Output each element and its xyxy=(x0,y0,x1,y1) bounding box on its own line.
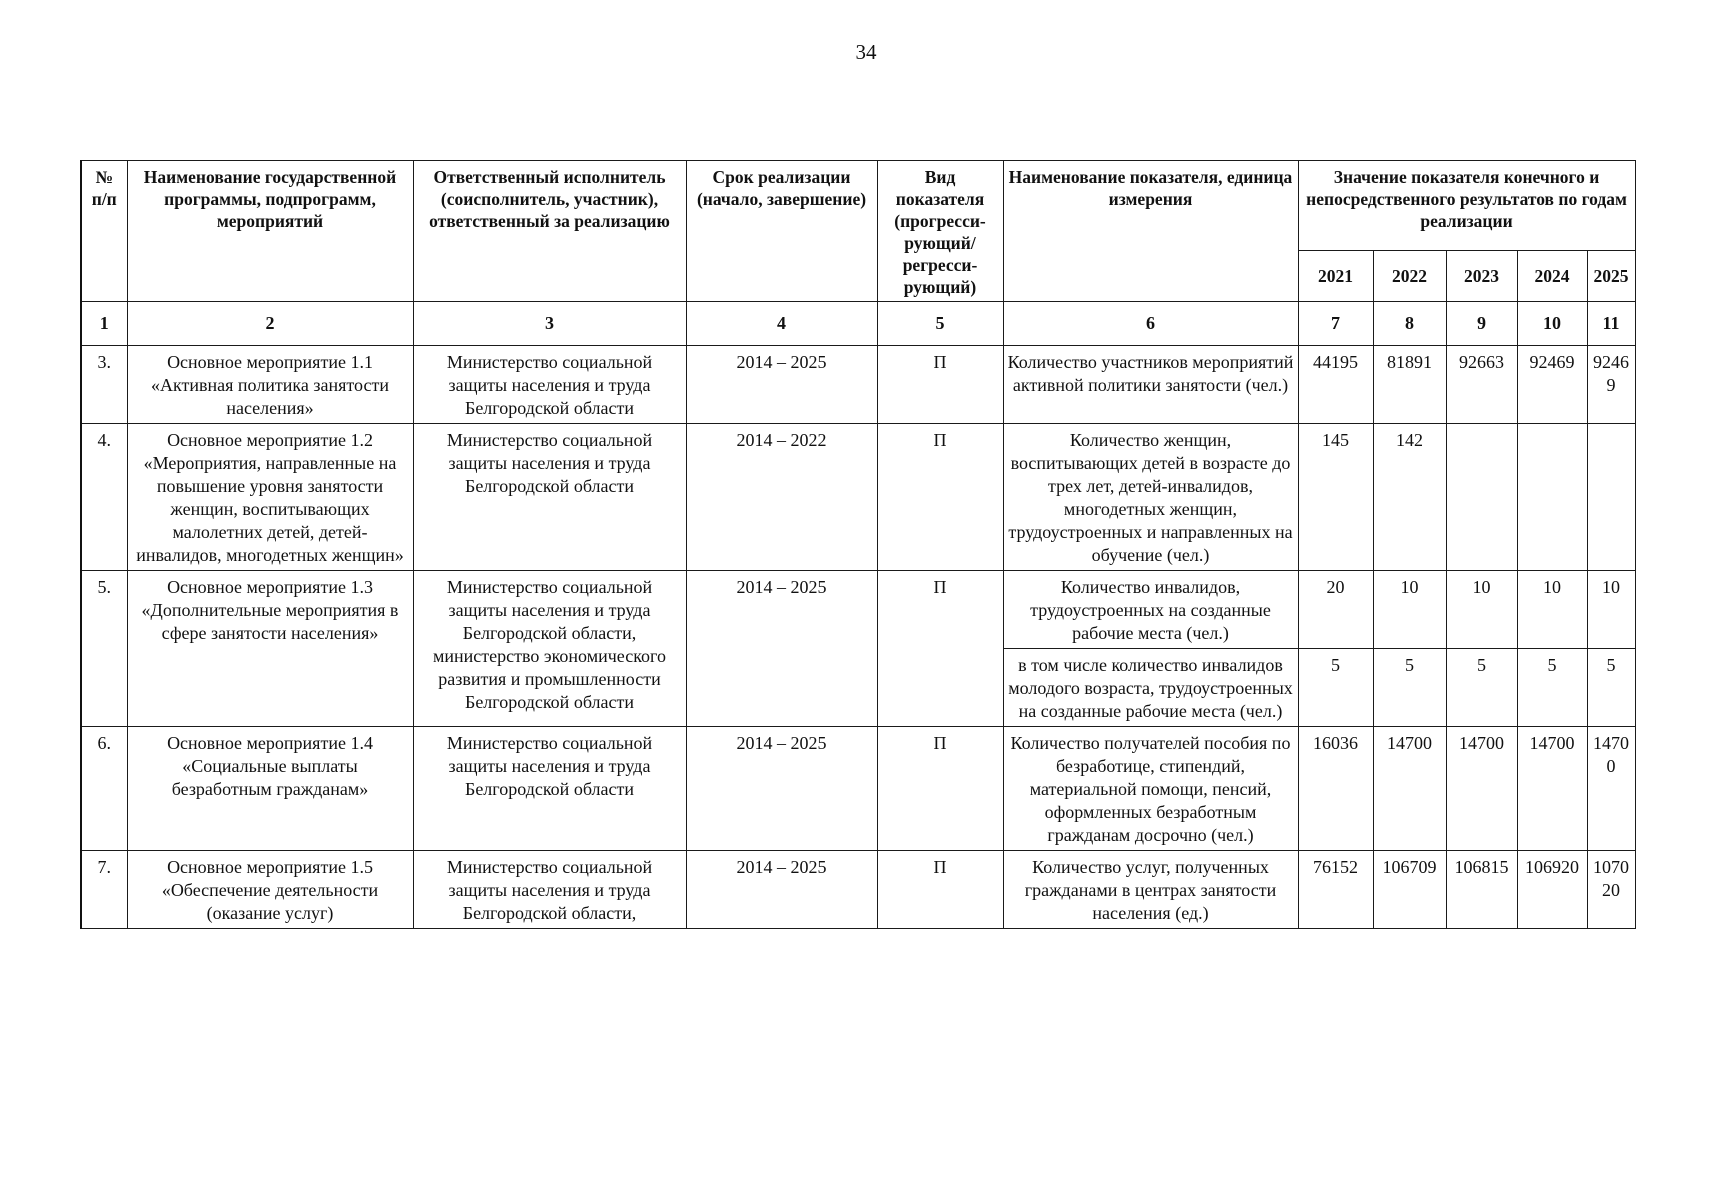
row-period: 2014 – 2025 xyxy=(686,727,877,851)
header-type: Вид показателя (прогресси-рующий/ регресси-рующий) xyxy=(877,161,1003,302)
header-year: 2021 xyxy=(1298,250,1373,301)
row-sub-indicator: в том числе количество инвалидов молодого возраста, трудоустроенных на созданные рабочие места (чел.) xyxy=(1003,649,1298,727)
row-executor: Министерство социальной защиты населения и труда Белгородской области xyxy=(413,727,686,851)
row-value xyxy=(1587,424,1635,571)
row-value: 76152 xyxy=(1298,851,1373,929)
page-number: 34 xyxy=(855,40,877,64)
row-executor: Министерство социальной защиты населения и труда Белгородской области, xyxy=(413,851,686,929)
row-sub-value: 5 xyxy=(1517,649,1587,727)
row-number: 6. xyxy=(81,727,127,851)
header-year: 2025 xyxy=(1587,250,1635,301)
row-name: Основное мероприятие 1.3 «Дополнительные мероприятия в сфере занятости населения» xyxy=(127,571,413,727)
row-number: 7. xyxy=(81,851,127,929)
row-value: 106815 xyxy=(1446,851,1517,929)
header-row xyxy=(81,161,1635,251)
row-executor: Министерство социальной защиты населения и труда Белгородской области xyxy=(413,346,686,424)
row-sub-value: 5 xyxy=(1446,649,1517,727)
row-indicator: Количество инвалидов, трудоустроенных на созданные рабочие места (чел.) xyxy=(1003,571,1298,649)
indicators-table xyxy=(80,160,1636,929)
row-value: 107020 xyxy=(1587,851,1635,929)
table-row xyxy=(81,571,1635,649)
row-value: 145 xyxy=(1298,424,1373,571)
row-value: 14700 xyxy=(1517,727,1587,851)
header-indicator: Наименование показателя, единица измерения xyxy=(1003,161,1298,302)
row-number: 4. xyxy=(81,424,127,571)
row-value: 14700 xyxy=(1446,727,1517,851)
row-type: П xyxy=(877,727,1003,851)
table-row xyxy=(81,346,1635,424)
header-executor: Ответственный исполнитель (соисполнитель, участник), ответственный за реализацию xyxy=(413,161,686,302)
row-value: 14700 xyxy=(1373,727,1446,851)
header-values: Значение показателя конечного и непосредственного результатов по годам реализации xyxy=(1298,161,1635,251)
column-number: 3 xyxy=(413,302,686,346)
row-value: 44195 xyxy=(1298,346,1373,424)
row-value: 106709 xyxy=(1373,851,1446,929)
row-type: П xyxy=(877,571,1003,727)
table-row xyxy=(81,851,1635,929)
row-indicator: Количество участников мероприятий активной политики занятости (чел.) xyxy=(1003,346,1298,424)
column-number: 8 xyxy=(1373,302,1446,346)
row-value: 10 xyxy=(1587,571,1635,649)
row-value: 14700 xyxy=(1587,727,1635,851)
header-year: 2023 xyxy=(1446,250,1517,301)
row-period: 2014 – 2025 xyxy=(686,571,877,727)
row-name: Основное мероприятие 1.1 «Активная политика занятости населения» xyxy=(127,346,413,424)
row-value: 106920 xyxy=(1517,851,1587,929)
row-value: 16036 xyxy=(1298,727,1373,851)
row-type: П xyxy=(877,851,1003,929)
row-value xyxy=(1517,424,1587,571)
column-number: 11 xyxy=(1587,302,1635,346)
row-number: 3. xyxy=(81,346,127,424)
row-type: П xyxy=(877,346,1003,424)
row-value: 92469 xyxy=(1517,346,1587,424)
row-indicator: Количество получателей пособия по безработице, стипендий, материальной помощи, пенсий, оформленных безработным гражданам досрочно (чел.) xyxy=(1003,727,1298,851)
row-sub-value: 5 xyxy=(1587,649,1635,727)
row-value xyxy=(1446,424,1517,571)
table-row xyxy=(81,424,1635,571)
row-value: 142 xyxy=(1373,424,1446,571)
column-number: 7 xyxy=(1298,302,1373,346)
row-name: Основное мероприятие 1.5 «Обеспечение деятельности (оказание услуг) xyxy=(127,851,413,929)
row-value: 10 xyxy=(1373,571,1446,649)
row-value: 10 xyxy=(1517,571,1587,649)
row-executor: Министерство социальной защиты населения и труда Белгородской области, министерство экономического развития и промышленности Белгородской области xyxy=(413,571,686,727)
row-value: 81891 xyxy=(1373,346,1446,424)
row-indicator: Количество женщин, воспитывающих детей в возрасте до трех лет, детей-инвалидов, многодетных женщин, трудоустроенных и направленных на обучение (чел.) xyxy=(1003,424,1298,571)
row-executor: Министерство социальной защиты населения и труда Белгородской области xyxy=(413,424,686,571)
header-name: Наименование государственной программы, подпрограмм, мероприятий xyxy=(127,161,413,302)
column-number: 1 xyxy=(81,302,127,346)
column-number: 10 xyxy=(1517,302,1587,346)
row-period: 2014 – 2025 xyxy=(686,346,877,424)
header-period: Срок реализации (начало, завершение) xyxy=(686,161,877,302)
header-year: 2022 xyxy=(1373,250,1446,301)
row-number: 5. xyxy=(81,571,127,727)
column-number: 4 xyxy=(686,302,877,346)
row-value: 92469 xyxy=(1587,346,1635,424)
column-number: 5 xyxy=(877,302,1003,346)
row-value: 10 xyxy=(1446,571,1517,649)
column-numbers-row xyxy=(81,302,1635,346)
header-num: № п/п xyxy=(81,161,127,302)
column-number: 2 xyxy=(127,302,413,346)
row-period: 2014 – 2025 xyxy=(686,851,877,929)
table-row xyxy=(81,727,1635,851)
row-sub-value: 5 xyxy=(1298,649,1373,727)
row-type: П xyxy=(877,424,1003,571)
row-sub-value: 5 xyxy=(1373,649,1446,727)
row-name: Основное мероприятие 1.2 «Мероприятия, направленные на повышение уровня занятости женщин, воспитывающих малолетних детей, детей-инвалидов, многодетных женщин» xyxy=(127,424,413,571)
row-period: 2014 – 2022 xyxy=(686,424,877,571)
row-value: 92663 xyxy=(1446,346,1517,424)
column-number: 6 xyxy=(1003,302,1298,346)
column-number: 9 xyxy=(1446,302,1517,346)
row-name: Основное мероприятие 1.4 «Социальные выплаты безработным гражданам» xyxy=(127,727,413,851)
header-year: 2024 xyxy=(1517,250,1587,301)
row-indicator: Количество услуг, полученных гражданами в центрах занятости населения (ед.) xyxy=(1003,851,1298,929)
row-value: 20 xyxy=(1298,571,1373,649)
